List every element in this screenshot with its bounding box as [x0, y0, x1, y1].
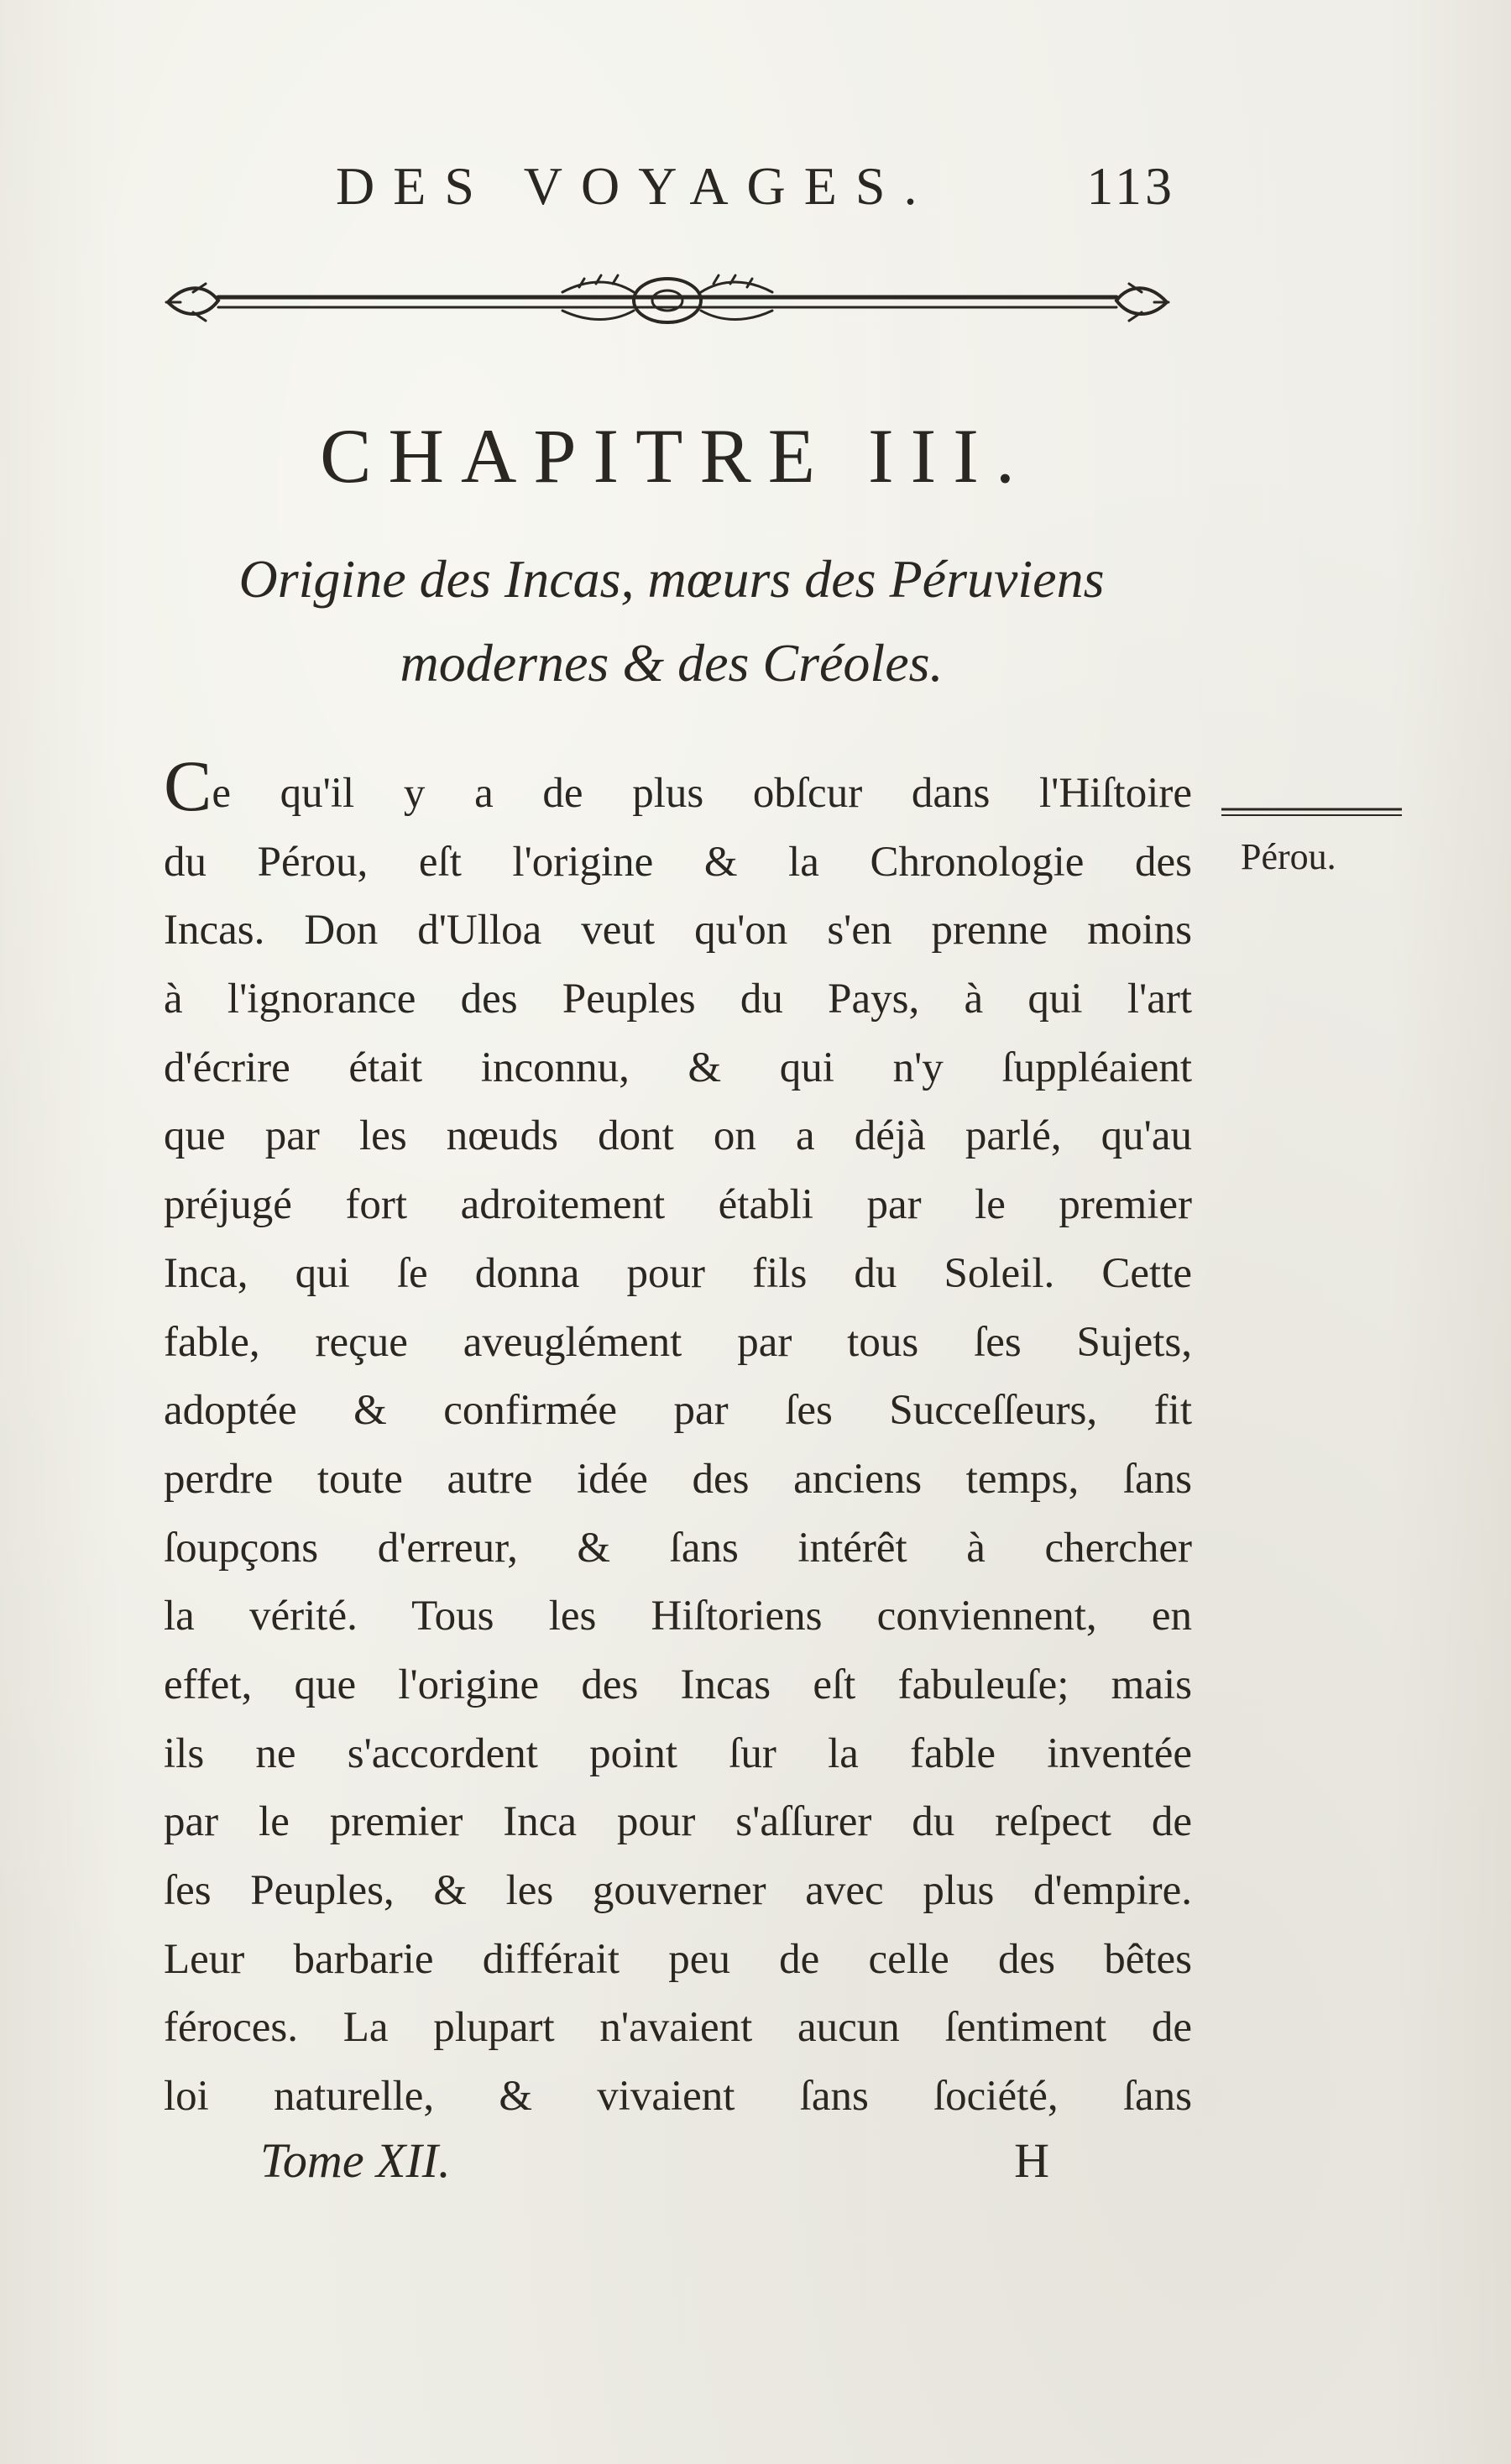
- running-head: [336, 155, 1175, 222]
- chapter-title: CHAPITRE III.: [320, 413, 1032, 499]
- text-line: d'écrire était inconnu, & qui n'y ſuppléaient: [164, 1044, 1192, 1091]
- text-line: loi naturelle, & vivaient ſans ſociété, ſans: [164, 2073, 1192, 2121]
- text-line: perdre toute autre idée des anciens temps, ſans: [164, 1455, 1192, 1503]
- text-line: à l'ignorance des Peuples du Pays, à qui l'art: [164, 976, 1192, 1023]
- margin-note: Pérou.: [1241, 836, 1336, 877]
- text-line: [164, 745, 1192, 829]
- text-line: Inca, qui ſe donna pour fils du Soleil. Cette: [164, 1249, 1192, 1297]
- text-line: la vérité. Tous les Hiſtoriens conviennent, en: [164, 1593, 1192, 1640]
- decorative-rule-ornament: [159, 267, 1175, 334]
- text-line-content: e qu'il y a de plus obſcur dans l'Hiſtoire: [212, 770, 1192, 817]
- text-line: adoptée & confirmée par ſes Succeſſeurs, fit: [164, 1387, 1192, 1435]
- text-line: que par les nœuds dont on a déjà parlé, qu'au: [164, 1112, 1192, 1160]
- page-number: 113: [1086, 156, 1175, 216]
- subtitle-line-2: modernes & des Créoles.: [400, 633, 944, 693]
- margin-rule: [1221, 806, 1402, 818]
- running-head-title: DES VOYAGES.: [336, 156, 936, 216]
- chapter-subtitle: [147, 537, 1196, 705]
- text-line: ſoupçons d'erreur, & ſans intérêt à chercher: [164, 1524, 1192, 1572]
- subtitle-line-1: Origine des Incas, mœurs des Péruviens: [238, 549, 1105, 609]
- text-line: Leur barbarie différait peu de celle des bêtes: [164, 1935, 1192, 1983]
- text-line: préjugé fort adroitement établi par le premier: [164, 1181, 1192, 1229]
- volume-signature: Tome XII.: [260, 2133, 451, 2188]
- text-line: du Pérou, eſt l'origine & la Chronologie des: [164, 838, 1192, 886]
- drop-cap: C: [164, 745, 212, 826]
- text-line: Incas. Don d'Ulloa veut qu'on s'en prenne moins: [164, 907, 1192, 955]
- signature-mark: H: [1014, 2133, 1049, 2188]
- text-line: féroces. La plupart n'avaient aucun ſentiment de: [164, 2004, 1192, 2052]
- body-text: [164, 745, 1192, 2132]
- text-line: effet, que l'origine des Incas eſt fabuleuſe; mais: [164, 1661, 1192, 1708]
- chapter-heading: [0, 411, 1511, 500]
- text-line: ſes Peuples, & les gouverner avec plus d'empire.: [164, 1867, 1192, 1914]
- text-line: ils ne s'accordent point ſur la fable inventée: [164, 1729, 1192, 1777]
- page-footer: [260, 2132, 1049, 2200]
- text-line: par le premier Inca pour s'aſſurer du reſpect de: [164, 1798, 1192, 1846]
- text-line: fable, reçue aveuglément par tous ſes Sujets,: [164, 1318, 1192, 1366]
